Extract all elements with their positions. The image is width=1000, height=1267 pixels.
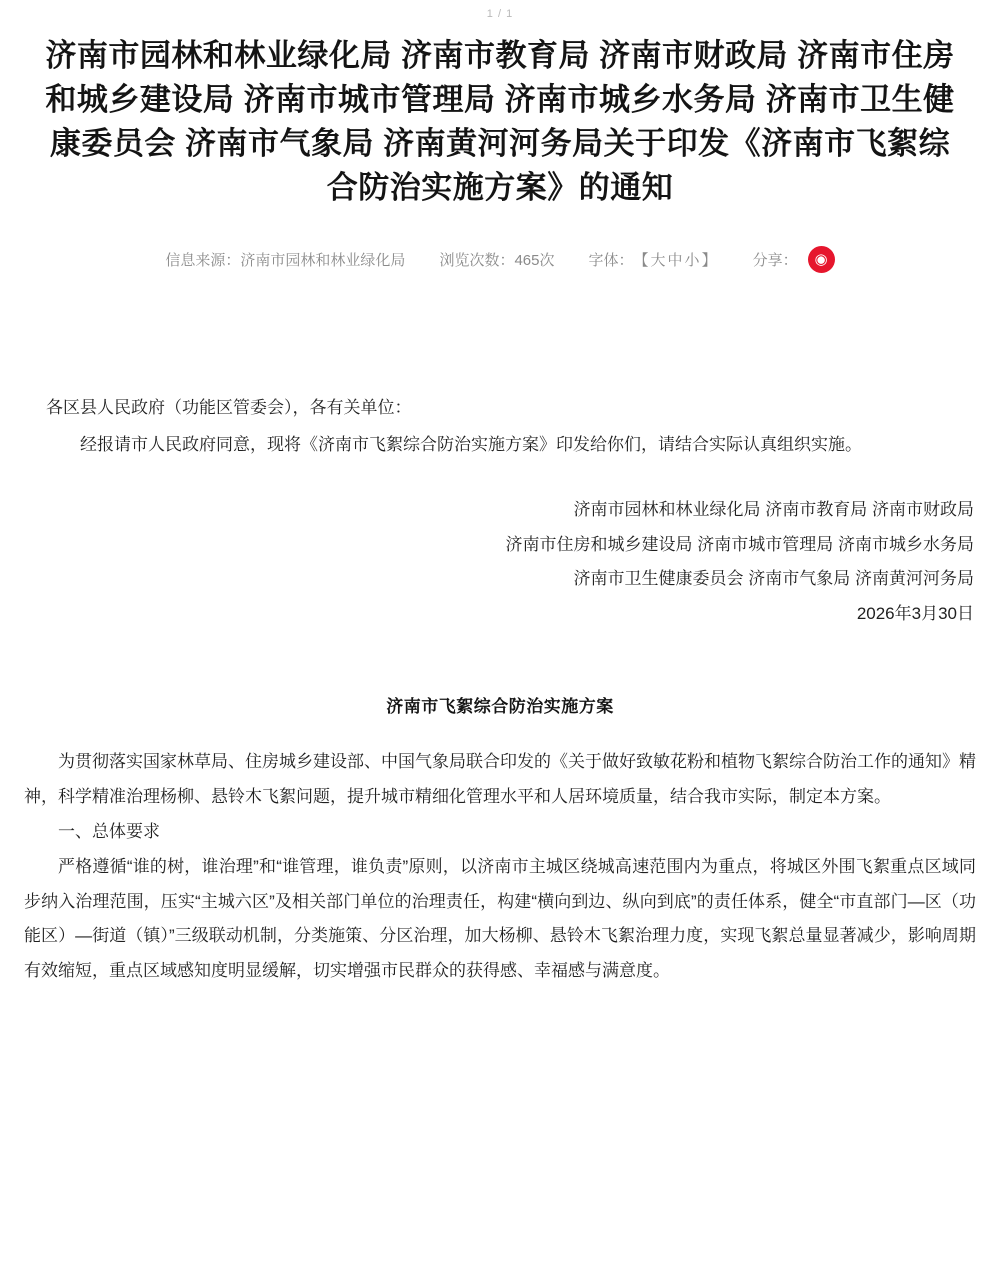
weibo-share-icon[interactable]: ◉	[808, 246, 835, 273]
meta-source-label: 信息来源：	[165, 252, 241, 270]
font-size-options	[634, 249, 719, 270]
font-size-small-button[interactable]: 小	[684, 252, 702, 270]
meta-font-size-control	[588, 249, 718, 270]
page-indicator: 1 / 1	[486, 8, 514, 20]
plan-title: 济南市飞絮综合防治实施方案	[386, 697, 614, 717]
plan-section-one-body: 严格遵循“谁的树，谁治理”和“谁管理，谁负责”原则，以济南市主城区绕城高速范围内为重点，将城区外围飞絮重点区域同步纳入治理范围，压实“主城六区”及相关部门单位的治理责任，构建“横向到边、纵向到底”的责任体系，健全“市直部门—区（功能区）—街道（镇）”三级联动机制，分类施策、分区治理，加大杨柳、悬铃木飞絮治理力度，实现飞絮总量显著减少，影响周期有效缩短，重点区域感知度明显缓解，切实增强市民群众的获得感、幸福感与满意度。	[24, 856, 976, 981]
document-meta-bar	[24, 246, 976, 273]
font-bracket-close: 】	[701, 252, 719, 270]
page-title: 济南市园林和林业绿化局 济南市教育局 济南市财政局 济南市住房和城乡建设局 济南市城市管理局 济南市城乡水务局 济南市卫生健康委员会 济南市气象局 济南黄河河务局关于印发《济南市飞絮综合防治实施方案》的通知	[45, 38, 955, 206]
signature-line-2: 济南市住房和城乡建设局 济南市城市管理局 济南市城乡水务局	[505, 534, 974, 554]
font-size-medium-button[interactable]: 中	[667, 252, 685, 270]
font-bracket-open: 【	[633, 252, 651, 270]
plan-body	[24, 745, 976, 989]
font-size-large-button[interactable]: 大	[650, 252, 668, 270]
plan-section-one-heading: 一、总体要求	[58, 821, 160, 841]
signature-line-3: 济南市卫生健康委员会 济南市气象局 济南黄河河务局	[573, 569, 974, 589]
notice-addressee: 各区县人民政府（功能区管委会），各有关单位：	[46, 398, 412, 418]
meta-source	[165, 249, 405, 270]
meta-views-value: 465次	[514, 252, 555, 270]
meta-views	[439, 249, 554, 270]
notice-body	[24, 391, 976, 463]
signature-block	[24, 493, 976, 632]
notice-paragraph: 经报请市人民政府同意，现将《济南市飞絮综合防治实施方案》印发给你们，请结合实际认真组织实施。	[80, 434, 862, 454]
signature-line-1: 济南市园林和林业绿化局 济南市教育局 济南市财政局	[573, 499, 974, 519]
meta-source-value: 济南市园林和林业绿化局	[240, 252, 406, 270]
plan-intro: 为贯彻落实国家林草局、住房城乡建设部、中国气象局联合印发的《关于做好致敏花粉和植物飞絮综合防治工作的通知》精神，科学精准治理杨柳、悬铃木飞絮问题，提升城市精细化管理水平和人居环境质量，结合我市实际，制定本方案。	[24, 752, 976, 806]
meta-share	[753, 246, 835, 273]
meta-font-label: 字体：	[588, 252, 634, 270]
meta-share-label: 分享：	[752, 252, 798, 270]
meta-views-label: 浏览次数：	[439, 252, 515, 270]
signature-date: 2026年3月30日	[856, 604, 974, 624]
